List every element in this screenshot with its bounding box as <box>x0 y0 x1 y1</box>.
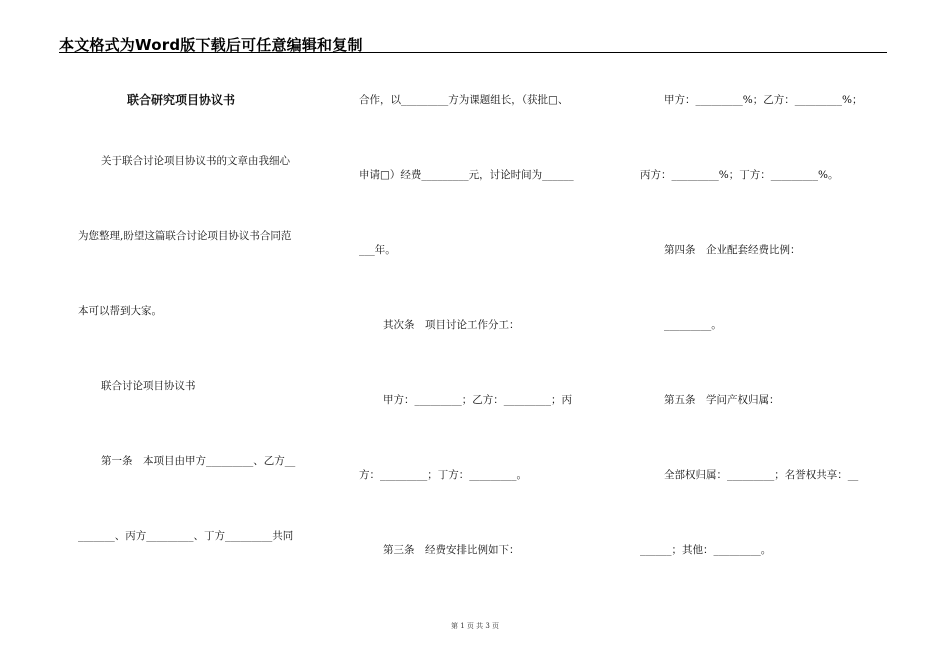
document-header: 本文格式为Word版下载后可任意编辑和复制 <box>59 36 363 54</box>
article-2-line: 方：_________；丁方：_________。 <box>359 469 527 481</box>
article-4-line: _________。 <box>664 319 722 331</box>
article-3-line: 甲方：_________%；乙方：_________%； <box>664 94 863 106</box>
subheading: 联合讨论项目协议书 <box>101 380 196 392</box>
article-5-line: ______；其他：_________。 <box>640 544 772 556</box>
body-line: 关于联合讨论项目协议书的文章由我细心 <box>101 155 290 167</box>
article-5-line: 全部权归属：_________；名誉权共享：__ <box>664 469 859 481</box>
article-4-heading: 第四条 企业配套经费比例： <box>664 244 801 256</box>
article-2-heading: 其次条 项目讨论工作分工： <box>383 319 520 331</box>
article-3-line: 丙方：_________%；丁方：_________%。 <box>640 169 839 181</box>
article-1-line: _______、丙方_________、丁方_________共同 <box>78 530 294 542</box>
body-line: ___年。 <box>359 244 396 256</box>
body-line: 申请□）经费_________元，讨论时间为______ <box>359 169 574 181</box>
page-number: 第 1 页 共 3 页 <box>450 622 500 630</box>
document-title: 联合研究项目协议书 <box>127 93 236 107</box>
article-1-line: 第一条 本项目由甲方_________、乙方__ <box>101 455 296 467</box>
article-5-heading: 第五条 学问产权归属： <box>664 394 780 406</box>
header-divider <box>59 52 887 53</box>
body-line: 本可以帮到大家。 <box>78 305 162 317</box>
article-3-heading: 第三条 经费安排比例如下： <box>383 544 520 556</box>
article-2-line: 甲方：_________；乙方：_________；丙 <box>383 394 572 406</box>
body-line: 合作，以_________方为课题组长，（获批□、 <box>359 94 569 106</box>
body-line: 为您整理,盼望这篇联合讨论项目协议书合同范 <box>78 230 292 242</box>
